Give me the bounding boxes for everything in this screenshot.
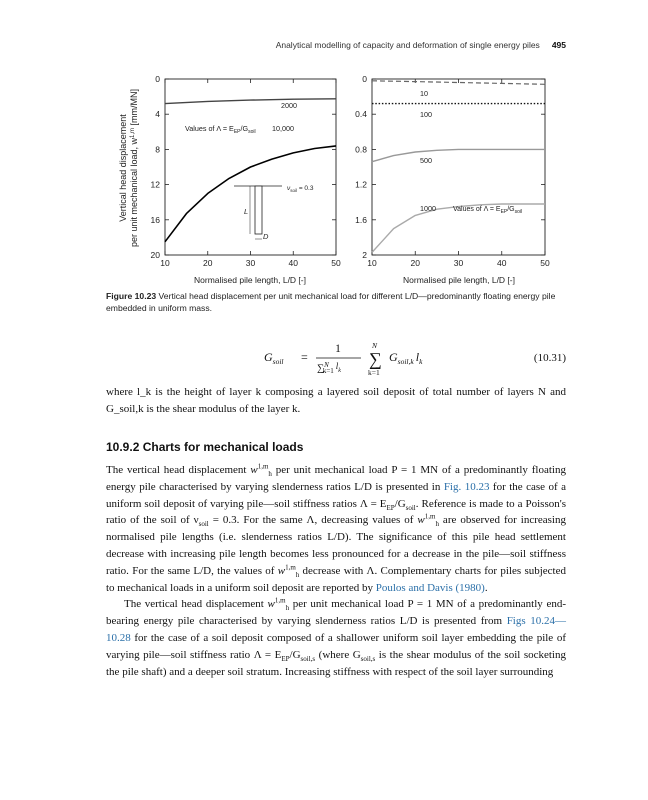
eq-term: $G_{soil,k}$ $l_k$ <box>389 350 423 366</box>
series-line-500 <box>372 149 545 161</box>
y-tick-label: 0.4 <box>355 109 367 120</box>
x-tick-label: 50 <box>331 258 341 268</box>
link-figs-10-24-10-28[interactable]: Figs 10.24—10.28 <box>106 615 566 644</box>
y-tick-label: 16 <box>150 214 160 225</box>
x-tick-label: 30 <box>453 258 464 268</box>
series-label-100: 100 <box>420 110 432 119</box>
x-tick-label: 40 <box>497 258 507 268</box>
x-tick-label: 10 <box>367 258 377 268</box>
right-lambda-annotation: Values of $\Lambda = E_{EP}/G_{soil}$ <box>453 206 523 215</box>
left-panel-series <box>165 99 336 242</box>
series-label-2000: 2000 <box>281 101 297 110</box>
section-heading: 10.9.2 Charts for mechanical loads <box>106 440 304 454</box>
y-axis-title-line1: Vertical head displacement <box>118 114 128 222</box>
series-line-10000 <box>165 146 336 242</box>
pile-label-D: D <box>263 232 269 241</box>
x-tick-label: 20 <box>410 258 420 268</box>
pile-shaft <box>255 186 262 234</box>
paragraph-fig-10-23: The vertical head displacement $w^{1,m}_h$ per unit mechanical load P = 1 MN of a predominantly floating energy pile characterised by varying slenderness ratios L/D is presented in Fig. 10.23 for the case of a uniform soil deposit of varying pile—soil stiffness ratios $\Lambda = E_{EP}/G_{soil}$. Reference is made to a Poisson's ratio of the soil of $\nu_{soil} = 0.3$. For the same Λ, decreasing values of $w^{1,m}_h$ are observed for increasing normalised pile lengths (i.e. slenderness ratios L/D). The significance of this pile head settlement decrease with increasing pile length becomes less pronounced for a decrease in the pile—soil stiffness ratio. For the same L/D, the values of $w^{1,m}_h$ decrease with Λ. Complementary charts for piles subjected to mechanical loads in a uniform soil deposit are reported by Poulos and Davis (1980). <box>106 462 566 594</box>
y-tick-label: 2 <box>362 250 367 260</box>
x-tick-label: 20 <box>203 258 213 268</box>
section-body <box>106 462 566 680</box>
x-tick-label: 10 <box>160 258 170 268</box>
paragraph-figs-10-24-28: The vertical head displacement $w^{1,m}_h$ per unit mechanical load P = 1 MN of a predominantly end-bearing energy pile characterised by varying slenderness ratios L/D is presented from Figs 10.24—10.28 for the case of a soil deposit composed of a shallower uniform soil layer embedding the pile of varying pile—soil stiffness ratio $\Lambda = E_{EP}/G_{soil,s}$ (where $G_{soil,s}$ is the shear modulus of the soil socketing the pile shaft) and a deeper soil stratum. Increasing stiffness with respect of the soil layer surrounding <box>106 596 566 678</box>
figure-10-23 <box>0 0 648 290</box>
paragraph-where <box>106 384 566 418</box>
eq-sum-lower: k=1 <box>368 368 380 377</box>
eq-denominator: ∑$^N$ k=1 $l_k$ <box>317 361 341 375</box>
equation-number: (10.31) <box>533 352 566 364</box>
poisson-annotation: $\nu_{soil} = 0.3$ <box>287 185 314 193</box>
page-number: 495 <box>551 40 566 50</box>
right-x-axis-title: Normalised pile length, L/D [-] <box>403 275 515 285</box>
y-axis-title-line2: per unit mechanical load, $w^{1,m}$ [mm/MN] <box>129 88 139 248</box>
equation-body <box>264 338 504 380</box>
running-head-title: Analytical modelling of capacity and deformation of single energy piles <box>275 40 540 50</box>
y-tick-label: 1.6 <box>355 214 367 225</box>
left-x-axis-title: Normalised pile length, L/D [-] <box>194 275 306 285</box>
right-panel-series <box>372 81 545 253</box>
eq-sum-upper: N <box>372 341 378 350</box>
link-fig-10-23[interactable]: Fig. 10.23 <box>443 480 490 493</box>
series-label-500: 500 <box>420 156 432 165</box>
x-tick-label: 50 <box>540 258 550 268</box>
y-tick-label: 20 <box>150 250 160 260</box>
y-tick-label: 4 <box>155 109 160 120</box>
y-tick-label: 0 <box>362 74 367 84</box>
x-tick-label: 40 <box>288 258 298 268</box>
eq-equals: = <box>301 350 308 364</box>
pile-label-L: L <box>244 207 249 216</box>
eq-numerator: 1 <box>335 343 341 355</box>
link-poulos-davis-1980[interactable]: Poulos and Davis (1980) <box>375 581 485 594</box>
left-lambda-annotation: Values of $\Lambda = E_{EP}/G_{soil}$ <box>185 124 256 135</box>
caption-text: Vertical head displacement per unit mechanical load for different L/D—predominantly floating energy pile embedded in uniform mass. <box>106 291 556 313</box>
series-label-1000: 1000 <box>420 204 436 213</box>
pile-sketch <box>234 185 314 241</box>
y-tick-label: 0 <box>155 74 160 84</box>
y-tick-label: 12 <box>150 179 160 190</box>
caption-label: Figure 10.23 <box>106 291 157 301</box>
y-tick-label: 8 <box>155 144 160 155</box>
series-label-10: 10 <box>420 89 428 98</box>
equation-10-31 <box>106 338 566 380</box>
paragraph-where-text: where l_k is the height of layer k composing a layered soil deposit of total number of layers N and G_soil,k is the shear modulus of the layer k. <box>106 386 566 415</box>
y-tick-label: 1.2 <box>355 179 367 190</box>
y-tick-label: 0.8 <box>355 144 367 155</box>
right-panel-frame <box>372 79 545 255</box>
series-label-10000: 10,000 <box>272 124 294 133</box>
series-line-2000 <box>165 99 336 104</box>
figure-caption <box>106 290 566 314</box>
x-tick-label: 30 <box>245 258 256 268</box>
eq-sum: ∑ <box>369 349 382 369</box>
eq-lhs: $G_{soil}$ <box>264 350 284 366</box>
